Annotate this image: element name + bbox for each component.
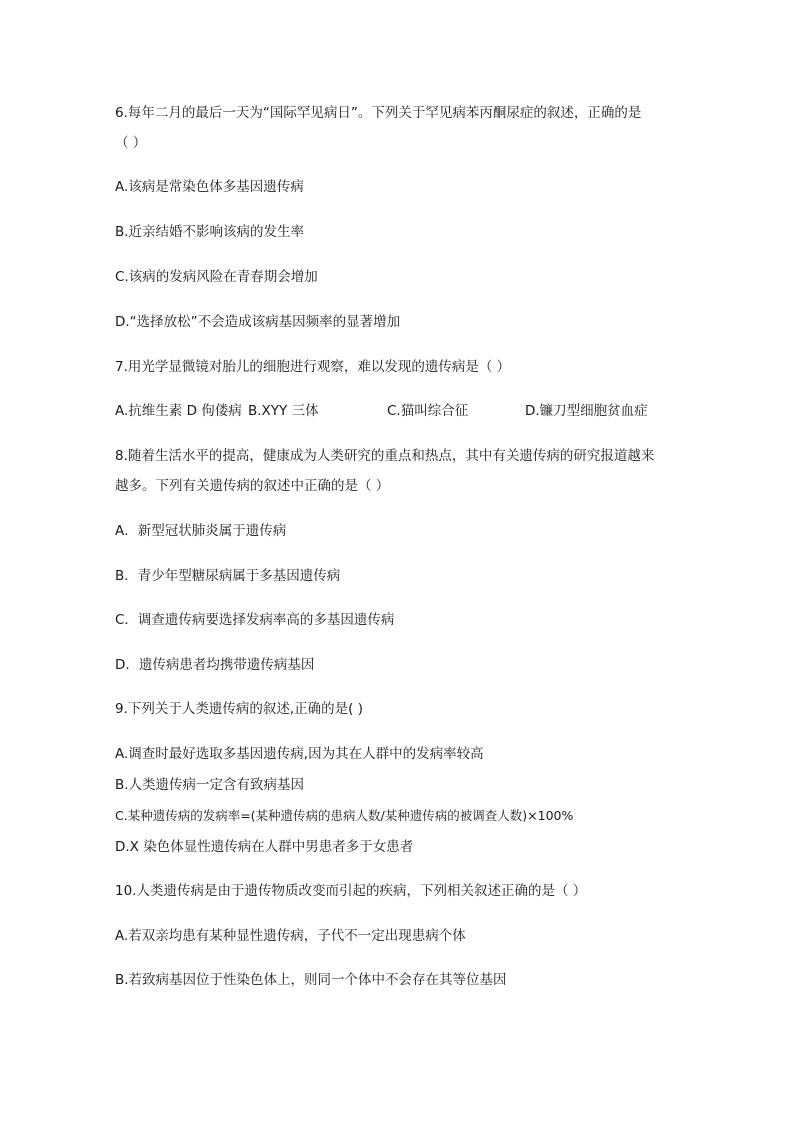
q6-option-b: B.近亲结婚不影响该病的发生率 — [115, 224, 305, 240]
q6-stem-line1: 6.每年二月的最后一天为“国际罕见病日”。下列关于罕见病苯丙酮尿症的叙述，正确的是 — [115, 105, 642, 121]
q6-option-c: C.该病的发病风险在青春期会增加 — [115, 269, 318, 285]
q8-option-b: B．青少年型糖尿病属于多基因遗传病 — [115, 568, 341, 584]
q9-option-b: B.人类遗传病一定含有致病基因 — [115, 777, 305, 793]
q9-option-a: A.调查时最好选取多基因遗传病,因为其在人群中的发病率较高 — [115, 746, 484, 762]
q7-option-b: B.XYY 三体 — [248, 403, 319, 419]
q6-stem-line2: （ ） — [115, 135, 147, 151]
q10-option-b: B.若致病基因位于性染色体上，则同一个体中不会存在其等位基因 — [115, 972, 507, 988]
q8-option-c: C．调查遗传病要选择发病率高的多基因遗传病 — [115, 612, 395, 628]
q8-stem-line2: 越多。下列有关遗传病的叙述中正确的是（ ） — [115, 478, 390, 494]
q8-option-a: A．新型冠状肺炎属于遗传病 — [115, 523, 287, 539]
q8-stem-line1: 8.随着生活水平的提高，健康成为人类研究的重点和热点，其中有关遗传病的研究报道越来 — [115, 448, 655, 464]
q7-option-c: C.猫叫综合征 — [387, 403, 469, 419]
q9-option-d: D.X 染色体显性遗传病在人群中男患者多于女患者 — [115, 839, 414, 855]
q7-option-d: D.镰刀型细胞贫血症 — [525, 403, 648, 419]
q10-stem: 10.人类遗传病是由于遗传物质改变而引起的疾病，下列相关叙述正确的是（ ） — [115, 883, 587, 899]
q10-option-a: A.若双亲均患有某种显性遗传病，子代不一定出现患病个体 — [115, 928, 466, 944]
q7-option-a: A.抗维生素 D 佝偻病 — [115, 403, 242, 419]
q9-stem: 9.下列关于人类遗传病的叙述,正确的是( ) — [115, 701, 363, 717]
q9-option-c: C.某种遗传病的发病率=(某种遗传病的患病人数/某种遗传病的被调查人数)×100% — [115, 808, 574, 823]
q7-stem: 7.用光学显微镜对胎儿的细胞进行观察，难以发现的遗传病是（ ） — [115, 359, 511, 375]
q8-option-d: D．遗传病患者均携带遗传病基因 — [115, 657, 315, 673]
q6-option-d: D.“选择放松”不会造成该病基因频率的显著增加 — [115, 314, 401, 330]
q7-options-row — [115, 401, 684, 421]
q6-option-a: A.该病是常染色体多基因遗传病 — [115, 179, 304, 195]
